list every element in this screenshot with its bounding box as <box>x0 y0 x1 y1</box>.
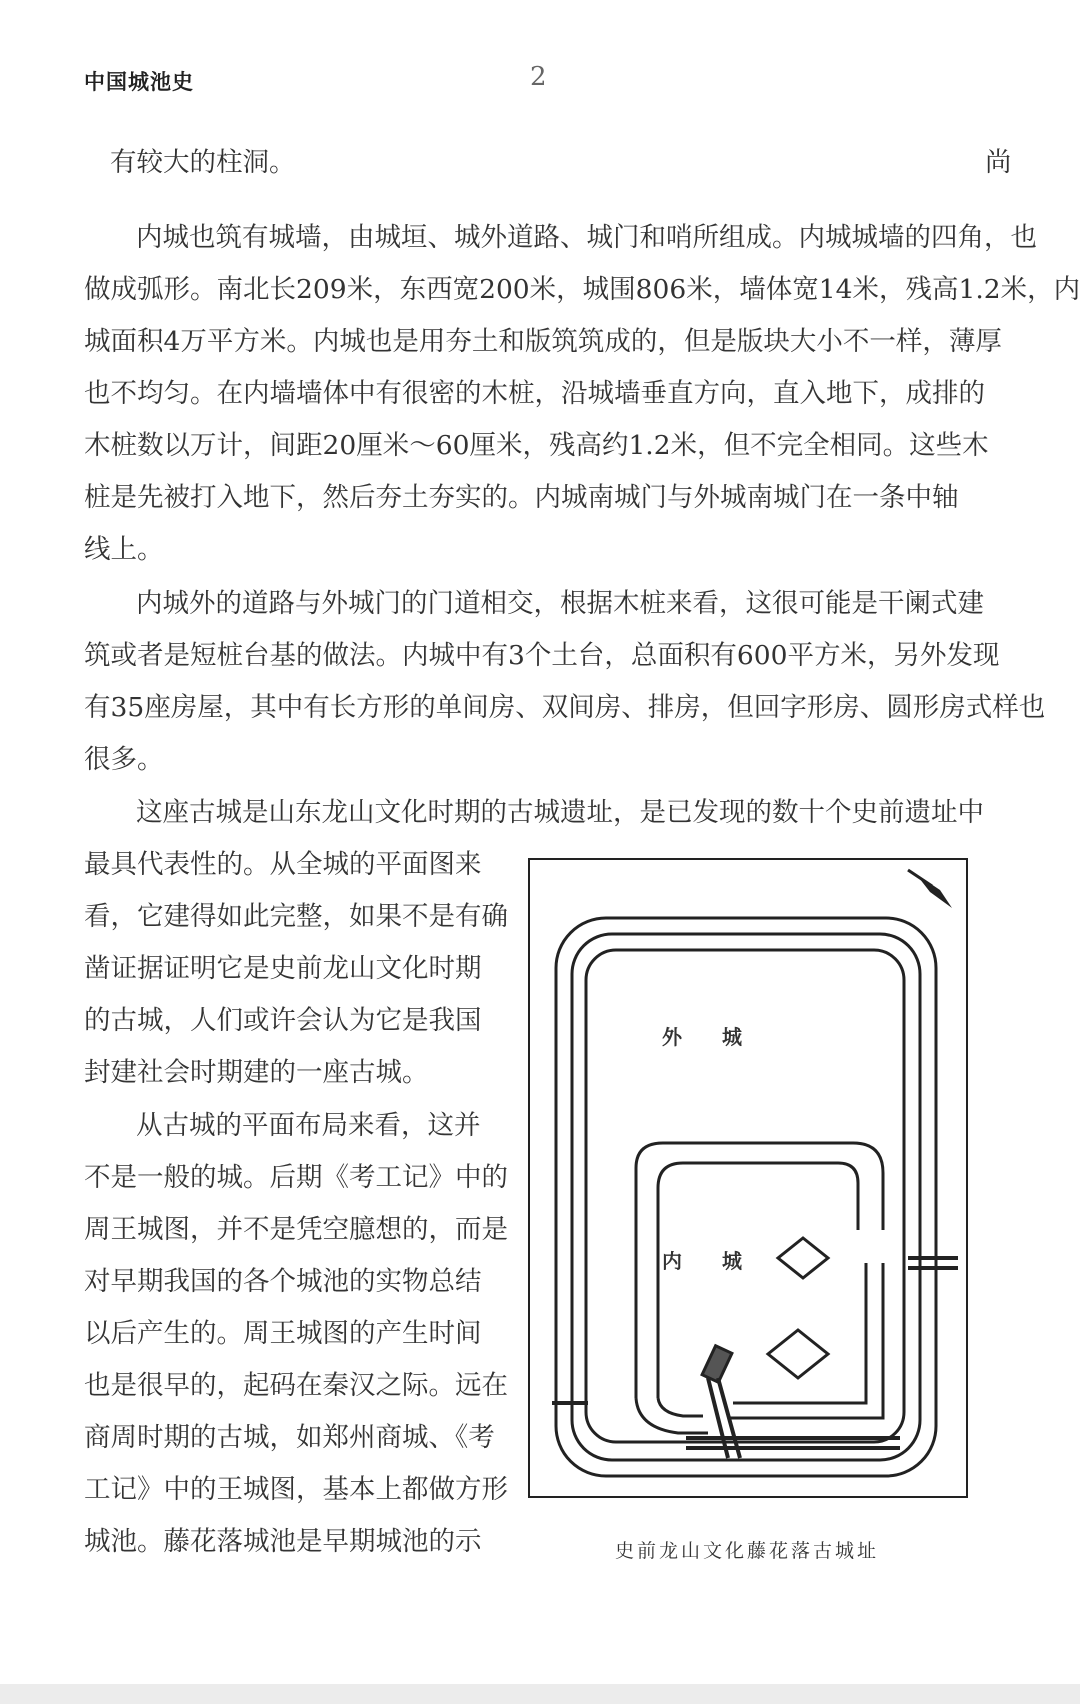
text-line: 尚 <box>985 147 1012 178</box>
text-line: 以后产生的。周王城图的产生时间 <box>84 1318 482 1349</box>
figure-caption: 史前龙山文化藤花落古城址 <box>615 1540 880 1562</box>
text-line: 城面积4万平方米。内城也是用夯土和版筑筑成的，但是版块大小不一样，薄厚 <box>84 326 1002 357</box>
inner-city-label: 内 城 <box>662 1249 742 1273</box>
text-line: 凿证据证明它是史前龙山文化时期 <box>84 953 482 984</box>
text-line: 有35座房屋，其中有长方形的单间房、双间房、排房，但回字形房、圆形房式样也 <box>84 692 1046 723</box>
text-line: 筑或者是短桩台基的做法。内城中有3个土台，总面积有600平方米，另外发现 <box>84 640 1000 671</box>
text-line: 不是一般的城。后期《考工记》中的 <box>84 1162 508 1193</box>
text-line: 从古城的平面布局来看，这并 <box>136 1110 481 1141</box>
text-line: 内城外的道路与外城门的门道相交，根据木桩来看，这很可能是干阑式建 <box>136 588 984 619</box>
page-number: 2 <box>530 62 547 92</box>
text-line: 也是很早的，起码在秦汉之际。远在 <box>84 1370 508 1401</box>
text-line: 木桩数以万计，间距20厘米～60厘米，残高约1.2米，但不完全相同。这些木 <box>84 430 989 461</box>
text-line: 城池。藤花落城池是早期城池的示 <box>84 1526 482 1557</box>
text-line: 有较大的柱洞。 <box>110 147 296 178</box>
figure-border <box>529 859 967 1497</box>
text-line: 商周时期的古城，如郑州商城、《考 <box>84 1422 495 1453</box>
text-line: 这座古城是山东龙山文化时期的古城遗址，是已发现的数十个史前遗址中 <box>136 797 984 828</box>
text-line: 很多。 <box>84 744 164 775</box>
text-line: 也不均匀。在内墙墙体中有很密的木桩，沿城墙垂直方向，直入地下，成排的 <box>84 378 985 409</box>
text-line: 对早期我国的各个城池的实物总结 <box>84 1266 482 1297</box>
text-line: 看，它建得如此完整，如果不是有确 <box>84 901 508 932</box>
text-line: 内城也筑有城墙，由城垣、城外道路、城门和哨所组成。内城城墙的四角，也 <box>136 222 1037 253</box>
city-site-plan-figure <box>528 858 968 1498</box>
outer-city-label: 外 城 <box>662 1025 742 1049</box>
text-line: 封建社会时期建的一座古城。 <box>84 1057 429 1088</box>
text-line: 最具代表性的。从全城的平面图来 <box>84 849 482 880</box>
text-line: 周王城图，并不是凭空臆想的，而是 <box>84 1214 508 1245</box>
page-bottom-edge <box>0 1684 1080 1704</box>
text-line: 做成弧形。南北长209米，东西宽200米，城围806米，墙体宽14米，残高1.2米，内 <box>84 274 1080 305</box>
text-line: 线上。 <box>84 534 164 565</box>
text-line: 桩是先被打入地下，然后夯土夯实的。内城南城门与外城南城门在一条中轴 <box>84 482 959 513</box>
text-line: 的古城，人们或许会认为它是我国 <box>84 1005 482 1036</box>
text-line: 工记》中的王城图，基本上都做方形 <box>84 1474 508 1505</box>
running-header-title: 中国城池史 <box>84 69 194 94</box>
